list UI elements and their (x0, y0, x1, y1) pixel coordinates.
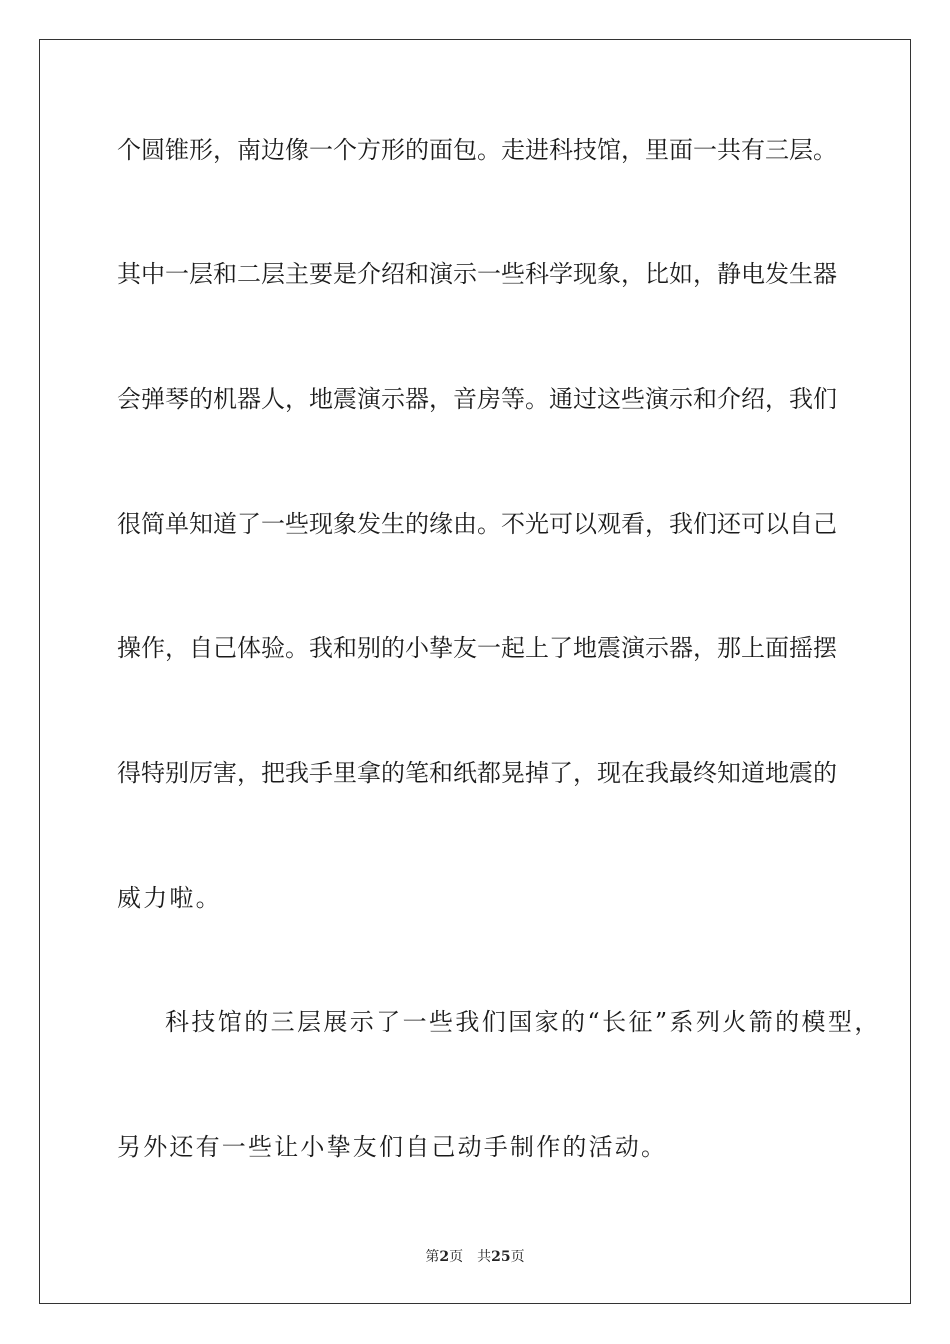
total-prefix: 共 (477, 1249, 492, 1265)
text-line-3: 会弹琴的机器人，地震演示器，音房等。通过这些演示和介绍，我们 (117, 385, 837, 413)
page-number: 2 (439, 1249, 450, 1265)
page-footer (0, 1248, 950, 1266)
text-line-1: 个圆锥形，南边像一个方形的面包。走进科技馆，里面一共有三层。 (117, 136, 837, 164)
text-line-7: 威力啦。 (117, 884, 222, 912)
text-line-5: 操作，自己体验。我和别的小挚友一起上了地震演示器，那上面摇摆 (117, 634, 837, 662)
text-line-6: 得特别厉害，把我手里拿的笔和纸都晃掉了，现在我最终知道地震的 (117, 759, 837, 787)
text-line-2: 其中一层和二层主要是介绍和演示一些科学现象，比如，静电发生器 (117, 260, 837, 288)
text-line-9: 另外还有一些让小挚友们自己动手制作的活动。 (117, 1133, 668, 1161)
total-pages: 25 (491, 1249, 511, 1265)
text-line-4: 很简单知道了一些现象发生的缘由。不光可以观看，我们还可以自己 (117, 510, 837, 538)
total-suffix: 页 (510, 1249, 525, 1265)
page-prefix: 第 (425, 1249, 440, 1265)
page-suffix: 页 (449, 1249, 464, 1265)
page-border (39, 39, 911, 1304)
paragraph-start-line: 科技馆的三层展示了一些我们国家的“长征”系列火箭的模型， (165, 1008, 881, 1036)
